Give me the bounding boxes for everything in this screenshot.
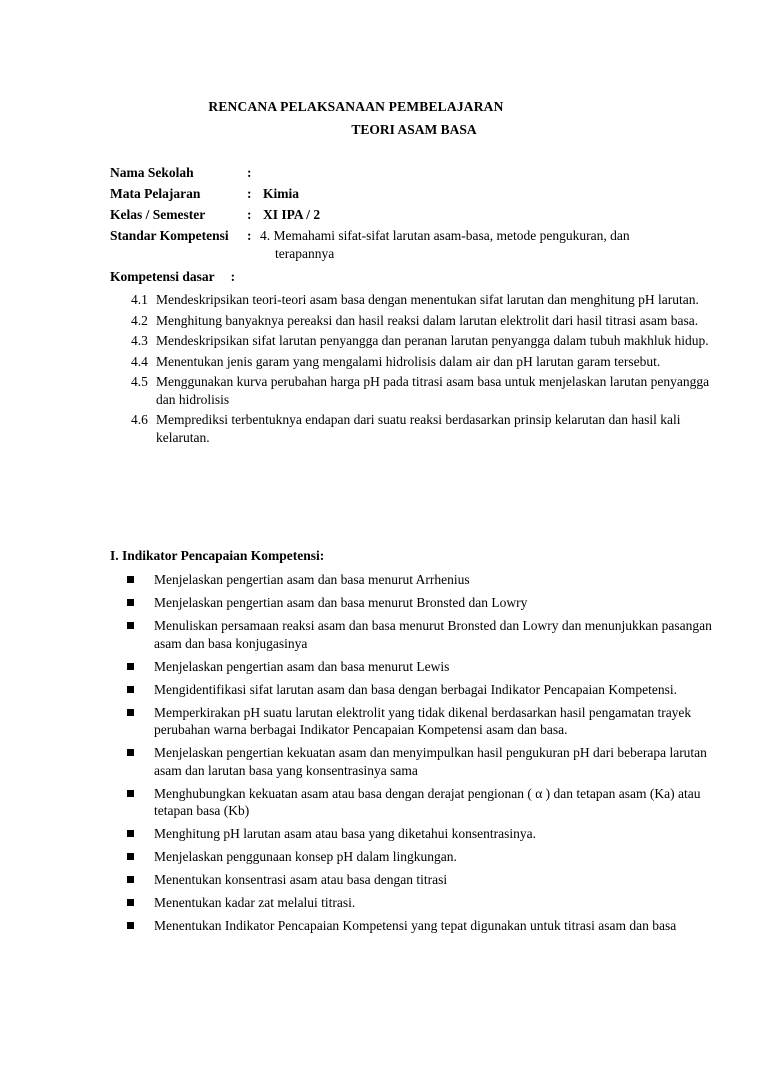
square-bullet-icon bbox=[127, 876, 134, 883]
indikator-item bbox=[127, 825, 727, 843]
colon: : bbox=[247, 165, 252, 180]
item-text: Menjelaskan pengertian asam dan basa menurut Bronsted dan Lowry bbox=[154, 595, 528, 610]
colon: : bbox=[247, 186, 252, 201]
item-text: Mendeskripsikan teori-teori asam basa dengan menentukan sifat larutan dan menghitung pH larutan. bbox=[156, 292, 699, 307]
square-bullet-icon bbox=[127, 622, 134, 629]
item-text: Memprediksi terbentuknya endapan dari suatu reaksi berdasarkan prinsip kelarutan dan hasil kali kelarutan. bbox=[156, 412, 681, 445]
document-title: RENCANA PELAKSANAAN PEMBELAJARAN bbox=[208, 99, 504, 114]
kompetensi-dasar-label: Kompetensi dasar bbox=[110, 269, 215, 284]
indikator-item bbox=[127, 704, 727, 739]
label-kelas-semester: Kelas / Semester bbox=[110, 207, 206, 222]
item-text: Menghitung pH larutan asam atau basa yang diketahui konsentrasinya. bbox=[154, 826, 537, 841]
square-bullet-icon bbox=[127, 899, 134, 906]
square-bullet-icon bbox=[127, 709, 134, 716]
item-text: Menjelaskan penggunaan konsep pH dalam lingkungan. bbox=[154, 849, 457, 864]
row-mata-pelajaran bbox=[110, 185, 730, 206]
indikator-item bbox=[127, 681, 727, 699]
item-text: Menggunakan kurva perubahan harga pH pada titrasi asam basa untuk menjelaskan larutan penyangga dan hidrolisis bbox=[156, 374, 710, 407]
square-bullet-icon bbox=[127, 686, 134, 693]
item-number: 4.4 bbox=[131, 353, 148, 369]
kompetensi-dasar-item bbox=[131, 291, 731, 309]
value-standar-kompetensi bbox=[260, 227, 720, 263]
item-text: Menuliskan persamaan reaksi asam dan basa menurut Bronsted dan Lowry dan menunjukkan pasangan asam dan basa konjugasinya bbox=[154, 618, 712, 651]
indikator-item bbox=[127, 894, 727, 912]
indikator-item bbox=[127, 617, 727, 652]
item-number: 4.6 bbox=[131, 412, 148, 427]
item-text: Menjelaskan pengertian kekuatan asam dan menyimpulkan hasil pengukuran pH dari beberapa larutan asam dan larutan basa yang konsentrasinya sama bbox=[154, 745, 707, 778]
indikator-item bbox=[127, 744, 727, 779]
item-text: Menghubungkan kekuatan asam atau basa dengan derajat pengionan ( α ) dan tetapan asam (Ka) atau tetapan basa (Kb) bbox=[154, 785, 701, 818]
item-number: 4.3 bbox=[131, 333, 148, 348]
document-subtitle: TEORI ASAM BASA bbox=[351, 122, 477, 137]
item-text: Mengidentifikasi sifat larutan asam dan basa dengan berbagai Indikator Pencapaian Kompetensi. bbox=[154, 681, 677, 697]
item-text: Menghitung banyaknya pereaksi dan hasil reaksi dalam larutan elektrolit dari hasil titrasi asam basa. bbox=[156, 312, 699, 328]
indikator-item bbox=[127, 871, 727, 889]
standar-line-2: terapannya bbox=[275, 246, 335, 261]
square-bullet-icon bbox=[127, 830, 134, 837]
square-bullet-icon bbox=[127, 922, 134, 929]
row-nama-sekolah bbox=[110, 164, 730, 185]
kompetensi-dasar-item bbox=[131, 353, 731, 371]
indikator-item bbox=[127, 848, 727, 866]
item-text: Menentukan jenis garam yang mengalami hidrolisis dalam air dan pH larutan garam tersebut. bbox=[156, 353, 661, 369]
identity-table bbox=[110, 164, 730, 265]
item-number: 4.5 bbox=[131, 374, 148, 389]
kompetensi-dasar-item bbox=[131, 411, 731, 446]
square-bullet-icon bbox=[127, 599, 134, 606]
square-bullet-icon bbox=[127, 749, 134, 756]
label-nama-sekolah: Nama Sekolah bbox=[110, 165, 194, 180]
square-bullet-icon bbox=[127, 790, 134, 797]
item-text: Menentukan kadar zat melalui titrasi. bbox=[154, 895, 356, 910]
square-bullet-icon bbox=[127, 853, 134, 860]
item-number: 4.1 bbox=[131, 292, 148, 307]
square-bullet-icon bbox=[127, 663, 134, 670]
square-bullet-icon bbox=[127, 576, 134, 583]
kompetensi-dasar-heading bbox=[110, 269, 235, 285]
indikator-list bbox=[127, 571, 727, 940]
kompetensi-dasar-item bbox=[131, 373, 731, 408]
kompetensi-dasar-item bbox=[131, 332, 731, 350]
item-text: Mendeskripsikan sifat larutan penyangga dan peranan larutan penyangga dalam tubuh makhluk hidup. bbox=[156, 333, 709, 348]
item-text: Menjelaskan pengertian asam dan basa menurut Lewis bbox=[154, 658, 450, 674]
row-standar-kompetensi bbox=[110, 227, 730, 265]
item-text: Memperkirakan pH suatu larutan elektrolit yang tidak dikenal berdasarkan hasil pengamatan trayek perubahan warna berbagai Indikator Pencapaian Kompetensi asam dan basa. bbox=[154, 704, 692, 737]
label-mata-pelajaran: Mata Pelajaran bbox=[110, 186, 201, 201]
item-text: Menjelaskan pengertian asam dan basa menurut Arrhenius bbox=[154, 572, 470, 587]
item-text: Menentukan Indikator Pencapaian Kompetensi yang tepat digunakan untuk titrasi asam dan basa bbox=[154, 918, 677, 933]
colon: : bbox=[230, 269, 236, 284]
indikator-item bbox=[127, 785, 727, 820]
standar-line-1: 4. Memahami sifat-sifat larutan asam-basa, metode pengukuran, dan bbox=[260, 228, 630, 243]
kompetensi-dasar-item bbox=[131, 312, 731, 330]
row-kelas-semester bbox=[110, 206, 730, 227]
item-text: Menentukan konsentrasi asam atau basa dengan titrasi bbox=[154, 872, 448, 887]
value-kelas-semester: XI IPA / 2 bbox=[263, 207, 321, 222]
item-number: 4.2 bbox=[131, 312, 148, 328]
colon: : bbox=[247, 207, 252, 222]
indikator-item bbox=[127, 658, 727, 676]
indikator-item bbox=[127, 571, 727, 589]
label-standar-kompetensi: Standar Kompetensi bbox=[110, 228, 229, 243]
indikator-item bbox=[127, 594, 727, 612]
indikator-item bbox=[127, 917, 727, 935]
value-mata-pelajaran: Kimia bbox=[263, 186, 299, 201]
kompetensi-dasar-list bbox=[131, 291, 731, 449]
indikator-heading: I. Indikator Pencapaian Kompetensi: bbox=[110, 548, 325, 563]
colon: : bbox=[247, 228, 252, 243]
